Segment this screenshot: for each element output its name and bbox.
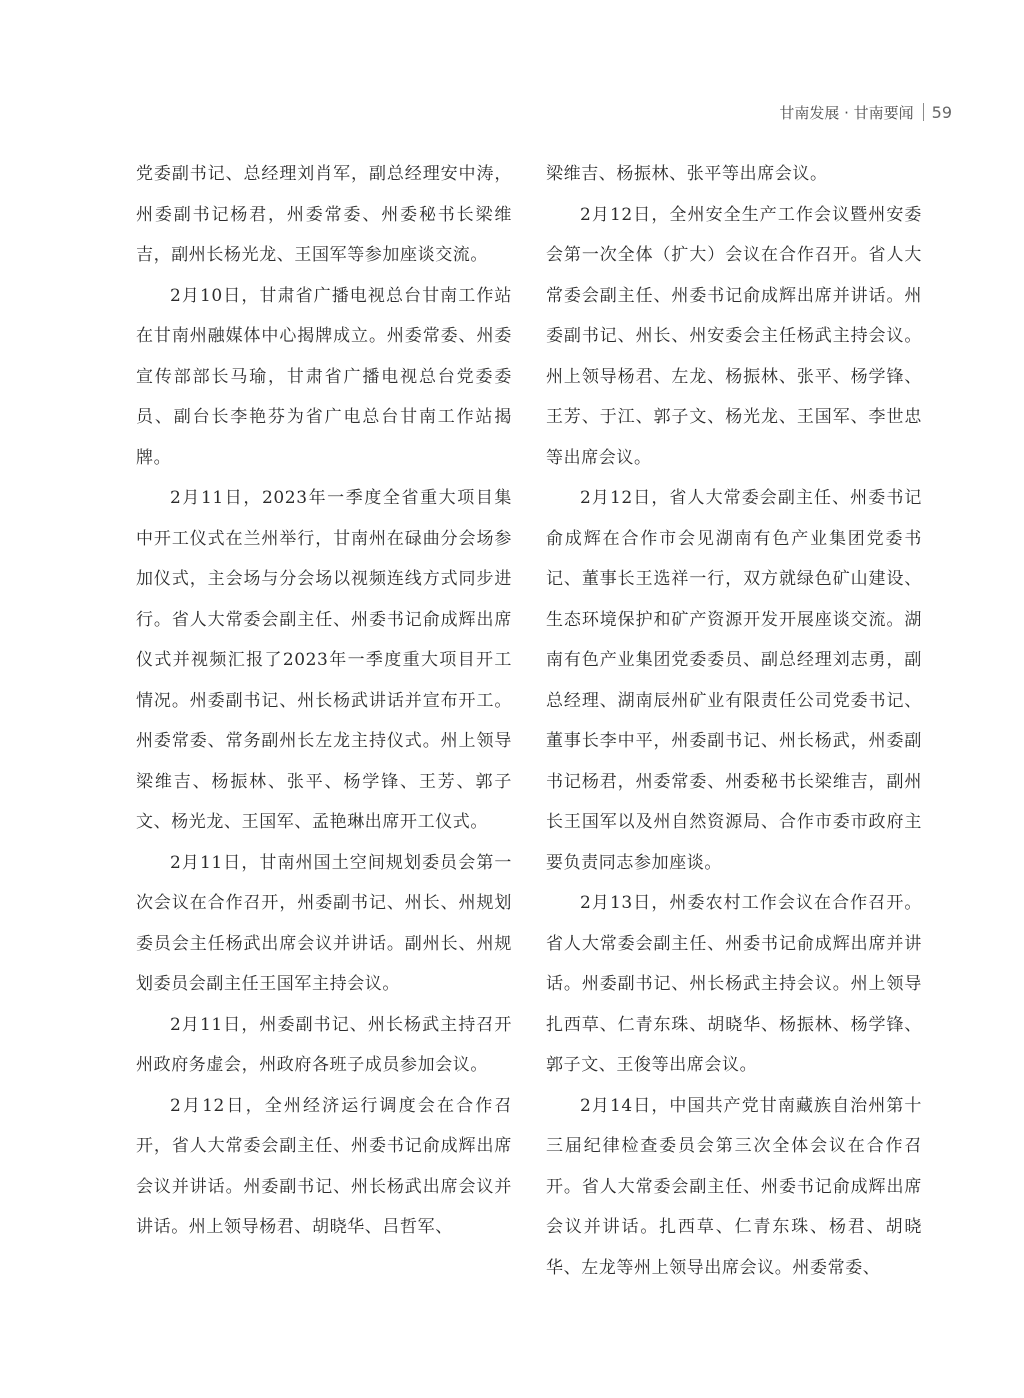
paragraph-continued: 梁维吉、杨振林、张平等出席会议。 [546, 164, 828, 184]
page-number: 59 [931, 102, 952, 122]
header-divider [923, 103, 924, 121]
paragraph: 2月10日，甘肃省广播电视总台甘南工作站在甘南州融媒体中心揭牌成立。州委常委、州委宣传部部长马瑜，甘肃省广播电视总台党委委员、副台长李艳芬为省广电总台甘南工作站揭牌。 [136, 285, 512, 468]
paragraph: 2月11日，甘南州国土空间规划委员会第一次会议在合作召开，州委副书记、州长、州规划委员会主任杨武出席会议并讲话。副州长、州规划委员会副主任王国军主持会议。 [136, 852, 512, 994]
paragraph: 2月12日，全州安全生产工作会议暨州安委会第一次全体（扩大）会议在合作召开。省人大常委会副主任、州委书记俞成辉出席并讲话。州委副书记、州长、州安委会主任杨武主持会议。州上领导杨君、左龙、杨振林、张平、杨学锋、王芳、于江、郭子文、杨光龙、王国军、李世忠等出席会议。 [546, 204, 922, 468]
paragraph: 2月12日，全州经济运行调度会在合作召开，省人大常委会副主任、州委书记俞成辉出席会议并讲话。州委副书记、州长杨武出席会议并讲话。州上领导杨君、胡晓华、吕哲军、 [136, 1095, 512, 1237]
paragraph: 2月11日，州委副书记、州长杨武主持召开州政府务虚会，州政府各班子成员参加会议。 [136, 1014, 512, 1075]
paragraph: 2月12日，省人大常委会副主任、州委书记俞成辉在合作市会见湖南有色产业集团党委书记、董事长王选祥一行，双方就绿色矿山建设、生态环境保护和矿产资源开发开展座谈交流。湖南有色产业集团党委委员、副总经理刘志勇，副总经理、湖南辰州矿业有限责任公司党委书记、董事长李中平，州委副书记、州长杨武，州委副书记杨君，州委常委、州委秘书长梁维吉，副州长王国军以及州自然资源局、合作市委市政府主要负责同志参加座谈。 [546, 488, 922, 873]
section-title: 甘南发展 · 甘南要闻 [779, 103, 914, 122]
paragraph: 2月13日，州委农村工作会议在合作召开。省人大常委会副主任、州委书记俞成辉出席并讲话。州委副书记、州长杨武主持会议。州上领导扎西草、仁青东珠、胡晓华、杨振林、杨学锋、郭子文、王俊等出席会议。 [546, 893, 922, 1075]
paragraph: 2月11日，2023年一季度全省重大项目集中开工仪式在兰州举行，甘南州在碌曲分会场参加仪式，主会场与分会场以视频连线方式同步进行。省人大常委会副主任、州委书记俞成辉出席仪式并视频汇报了2023年一季度重大项目开工情况。州委副书记、州长杨武讲话并宣布开工。州委常委、常务副州长左龙主持仪式。州上领导梁维吉、杨振林、张平、杨学锋、王芳、郭子文、杨光龙、王国军、孟艳琳出席开工仪式。 [136, 488, 512, 832]
left-column [136, 154, 512, 1329]
paragraph: 2月14日，中国共产党甘南藏族自治州第十三届纪律检查委员会第三次全体会议在合作召开。省人大常委会副主任、州委书记俞成辉出席会议并讲话。扎西草、仁青东珠、杨君、胡晓华、左龙等州上领导出席会议。州委常委、 [546, 1095, 922, 1278]
running-header [779, 100, 952, 124]
paragraph-continued: 党委副书记、总经理刘肖军，副总经理安中涛，州委副书记杨君，州委常委、州委秘书长梁维吉，副州长杨光龙、王国军等参加座谈交流。 [136, 164, 512, 265]
right-column [546, 154, 922, 1329]
